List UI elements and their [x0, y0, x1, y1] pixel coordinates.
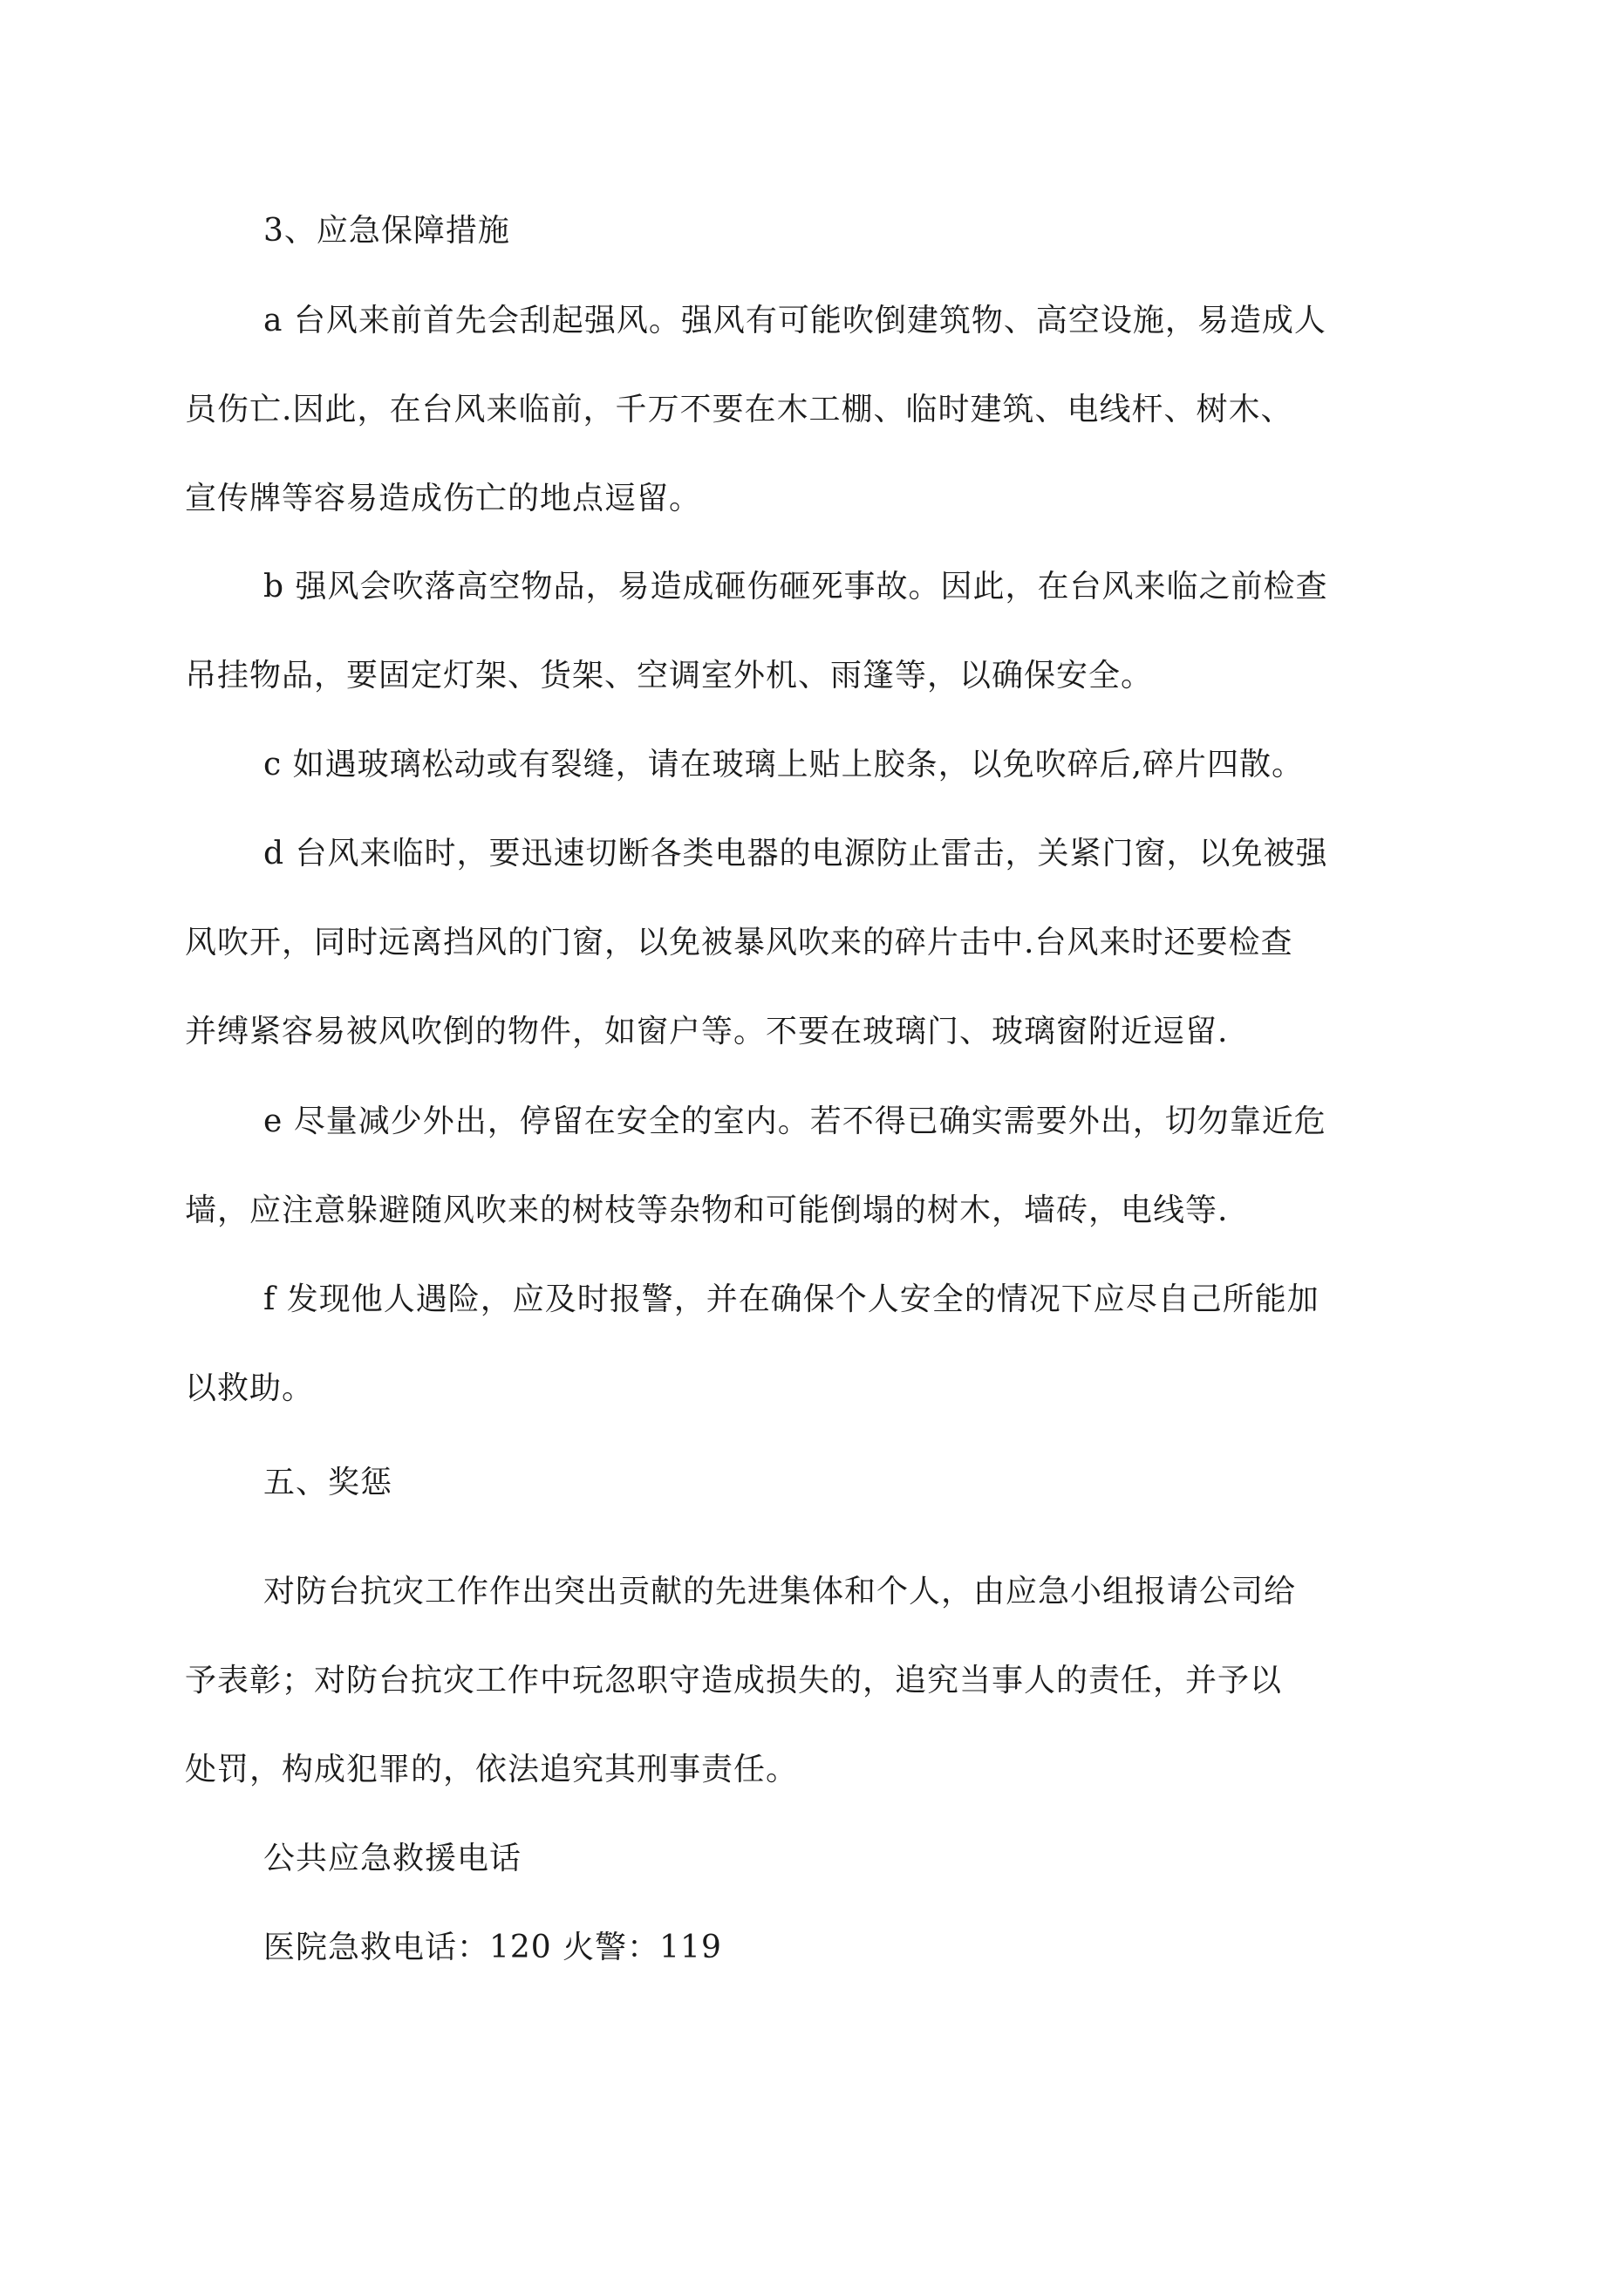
item-e-line-1: e 尽量减少外出，停留在安全的室内。若不得已确实需要外出，切勿靠近危 — [263, 1104, 1326, 1139]
item-b-line-2: 吊挂物品，要固定灯架、货架、空调室外机、雨篷等，以确保安全。 — [185, 658, 1154, 694]
hotline-heading: 公共应急救援电话 — [263, 1841, 522, 1876]
section-heading-rewards: 五、奖惩 — [263, 1465, 393, 1500]
item-a-line-2: 员伤亡.因此，在台风来临前，千万不要在木工棚、临时建筑、电线杆、树木、 — [185, 392, 1293, 427]
item-e-line-2: 墙，应注意躲避随风吹来的树枝等杂物和可能倒塌的树木，墙砖，电线等. — [185, 1192, 1229, 1228]
rewards-line-3: 处罚，构成犯罪的，依法追究其刑事责任。 — [185, 1752, 799, 1787]
rewards-line-2: 予表彰；对防台抗灾工作中玩忽职守造成损失的，追究当事人的责任，并予以 — [185, 1663, 1283, 1698]
rewards-line-1: 对防台抗灾工作作出突出贡献的先进集体和个人，由应急小组报请公司给 — [263, 1574, 1297, 1609]
item-d-line-1: d 台风来临时，要迅速切断各类电器的电源防止雷击，关紧门窗，以免被强 — [263, 836, 1328, 871]
hotline-numbers: 医院急救电话：120 火警：119 — [263, 1930, 722, 1965]
item-f-line-2: 以救助。 — [185, 1370, 315, 1406]
item-d-line-2: 风吹开，同时远离挡风的门窗，以免被暴风吹来的碎片击中.台风来时还要检查 — [185, 925, 1293, 960]
item-f-line-1: f 发现他人遇险，应及时报警，并在确保个人安全的情况下应尽自己所能加 — [263, 1281, 1320, 1317]
item-d-line-3: 并缚紧容易被风吹倒的物件，如窗户等。不要在玻璃门、玻璃窗附近逗留. — [185, 1014, 1229, 1049]
item-c-line-1: c 如遇玻璃松动或有裂缝，请在玻璃上贴上胶条，以免吹碎后,碎片四散。 — [263, 747, 1305, 782]
item-b-line-1: b 强风会吹落高空物品，易造成砸伤砸死事故。因此，在台风来临之前检查 — [263, 569, 1328, 605]
item-a-line-1: a 台风来前首先会刮起强风。强风有可能吹倒建筑物、高空设施，易造成人 — [263, 303, 1326, 338]
section-heading-emergency-measures: 3、应急保障措施 — [263, 213, 510, 249]
item-a-line-3: 宣传牌等容易造成伤亡的地点逗留。 — [185, 481, 702, 516]
